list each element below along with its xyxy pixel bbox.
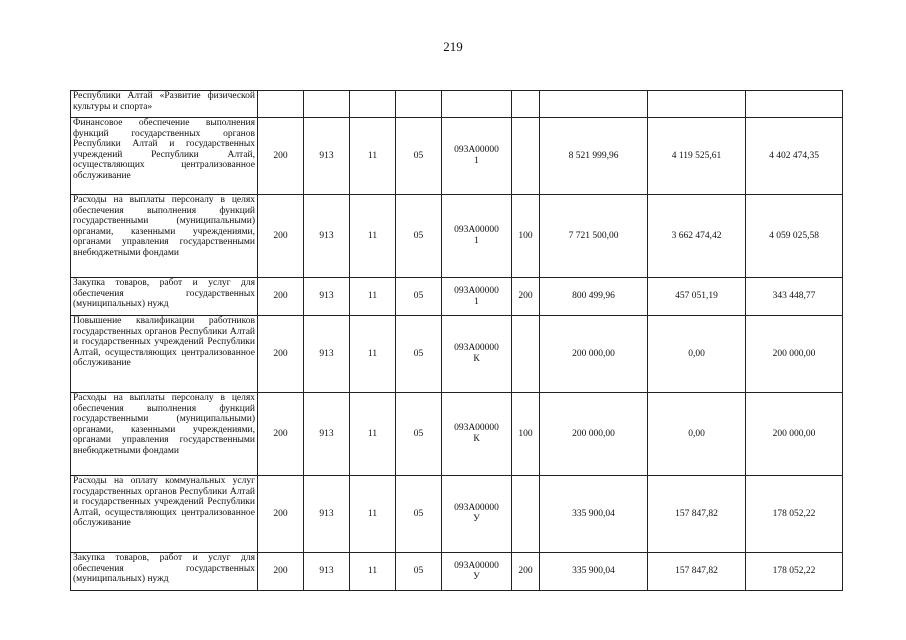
- cell-description: Закупка товаров, работ и услуг для обеспечения государственных (муниципальных) нужд: [71, 553, 258, 591]
- cell-vr: [512, 476, 540, 553]
- cell-gr: 200: [258, 476, 304, 553]
- cell-csr: 093А00000 К: [442, 393, 512, 476]
- cell-description: Расходы на выплаты персоналу в целях обеспечения выполнения функций государственными (муниципальными) органами, казенными учреждениями, органами управления государственными внебюджетными фондами: [71, 195, 258, 278]
- cell-vr: [512, 316, 540, 393]
- cell-vr: [512, 118, 540, 195]
- cell-rz: 11: [350, 118, 396, 195]
- cell-rz: 11: [350, 553, 396, 591]
- page-number: 219: [443, 39, 463, 54]
- cell-sum-3: 178 052,22: [746, 476, 843, 553]
- table-row: [71, 195, 843, 278]
- table-row: [71, 476, 843, 553]
- cell-pr: 05: [396, 278, 442, 316]
- cell-sum-2: [648, 91, 746, 118]
- cell-gr: 200: [258, 118, 304, 195]
- cell-rz: 11: [350, 278, 396, 316]
- cell-sum-1: 335 900,04: [540, 553, 648, 591]
- cell-ved: 913: [304, 476, 350, 553]
- cell-csr: 093А00000 1: [442, 118, 512, 195]
- cell-csr: 093А00000 У: [442, 553, 512, 591]
- cell-sum-3: 4 402 474,35: [746, 118, 843, 195]
- cell-sum-3: [746, 91, 843, 118]
- cell-sum-3: 200 000,00: [746, 316, 843, 393]
- cell-gr: 200: [258, 393, 304, 476]
- table-row: [71, 553, 843, 591]
- cell-gr: [258, 91, 304, 118]
- table-row: [71, 118, 843, 195]
- cell-description: Расходы на оплату коммунальных услуг государственных органов Республики Алтай и государственных учреждений Республики Алтай, осуществляющих централизованное обслуживание: [71, 476, 258, 553]
- cell-gr: 200: [258, 195, 304, 278]
- cell-gr: 200: [258, 316, 304, 393]
- cell-gr: 200: [258, 278, 304, 316]
- cell-sum-1: 200 000,00: [540, 316, 648, 393]
- cell-vr: [512, 91, 540, 118]
- cell-sum-2: 157 847,82: [648, 476, 746, 553]
- cell-sum-3: 200 000,00: [746, 393, 843, 476]
- cell-sum-3: 343 448,77: [746, 278, 843, 316]
- cell-description: Закупка товаров, работ и услуг для обеспечения государственных (муниципальных) нужд: [71, 278, 258, 316]
- cell-csr: 093А00000 У: [442, 476, 512, 553]
- cell-sum-3: 4 059 025,58: [746, 195, 843, 278]
- cell-rz: 11: [350, 476, 396, 553]
- cell-description: Республики Алтай «Развитие физической культуры и спорта»: [71, 91, 258, 118]
- cell-vr: 100: [512, 195, 540, 278]
- cell-sum-1: 7 721 500,00: [540, 195, 648, 278]
- cell-sum-1: 200 000,00: [540, 393, 648, 476]
- cell-description: Финансовое обеспечение выполнения функций государственных органов Республики Алтай и государственных учреждений Республики Алтай, осуществляющих централизованное обслуживание: [71, 118, 258, 195]
- cell-sum-1: 8 521 999,96: [540, 118, 648, 195]
- cell-pr: [396, 91, 442, 118]
- cell-csr: 093А00000 К: [442, 316, 512, 393]
- cell-sum-2: 3 662 474,42: [648, 195, 746, 278]
- cell-sum-2: 457 051,19: [648, 278, 746, 316]
- cell-pr: 05: [396, 195, 442, 278]
- cell-sum-1: 335 900,04: [540, 476, 648, 553]
- cell-csr: 093А00000 1: [442, 278, 512, 316]
- cell-pr: 05: [396, 476, 442, 553]
- cell-ved: 913: [304, 553, 350, 591]
- cell-vr: 200: [512, 278, 540, 316]
- cell-rz: 11: [350, 316, 396, 393]
- cell-csr: [442, 91, 512, 118]
- cell-ved: 913: [304, 278, 350, 316]
- table-row: [71, 91, 843, 118]
- table-row: [71, 278, 843, 316]
- cell-ved: 913: [304, 118, 350, 195]
- cell-pr: 05: [396, 118, 442, 195]
- cell-pr: 05: [396, 393, 442, 476]
- cell-sum-1: 800 499,96: [540, 278, 648, 316]
- cell-rz: 11: [350, 393, 396, 476]
- cell-sum-2: 157 847,82: [648, 553, 746, 591]
- cell-pr: 05: [396, 316, 442, 393]
- budget-table-body: [71, 91, 843, 591]
- cell-description: Расходы на выплаты персоналу в целях обеспечения выполнения функций государственными (муниципальными) органами, казенными учреждениями, органами управления государственными внебюджетными фондами: [71, 393, 258, 476]
- cell-gr: 200: [258, 553, 304, 591]
- cell-sum-3: 178 052,22: [746, 553, 843, 591]
- cell-ved: 913: [304, 393, 350, 476]
- cell-ved: 913: [304, 195, 350, 278]
- cell-csr: 093А00000 1: [442, 195, 512, 278]
- cell-ved: 913: [304, 316, 350, 393]
- cell-pr: 05: [396, 553, 442, 591]
- cell-sum-2: 0,00: [648, 316, 746, 393]
- table-row: [71, 316, 843, 393]
- cell-ved: [304, 91, 350, 118]
- cell-description: Повышение квалификации работников государственных органов Республики Алтай и государственных учреждений Республики Алтай, осуществляющих централизованное обслуживание: [71, 316, 258, 393]
- cell-sum-2: 4 119 525,61: [648, 118, 746, 195]
- table-row: [71, 393, 843, 476]
- cell-vr: 100: [512, 393, 540, 476]
- cell-sum-1: [540, 91, 648, 118]
- cell-vr: 200: [512, 553, 540, 591]
- cell-sum-2: 0,00: [648, 393, 746, 476]
- cell-rz: [350, 91, 396, 118]
- budget-table: [70, 90, 843, 591]
- cell-rz: 11: [350, 195, 396, 278]
